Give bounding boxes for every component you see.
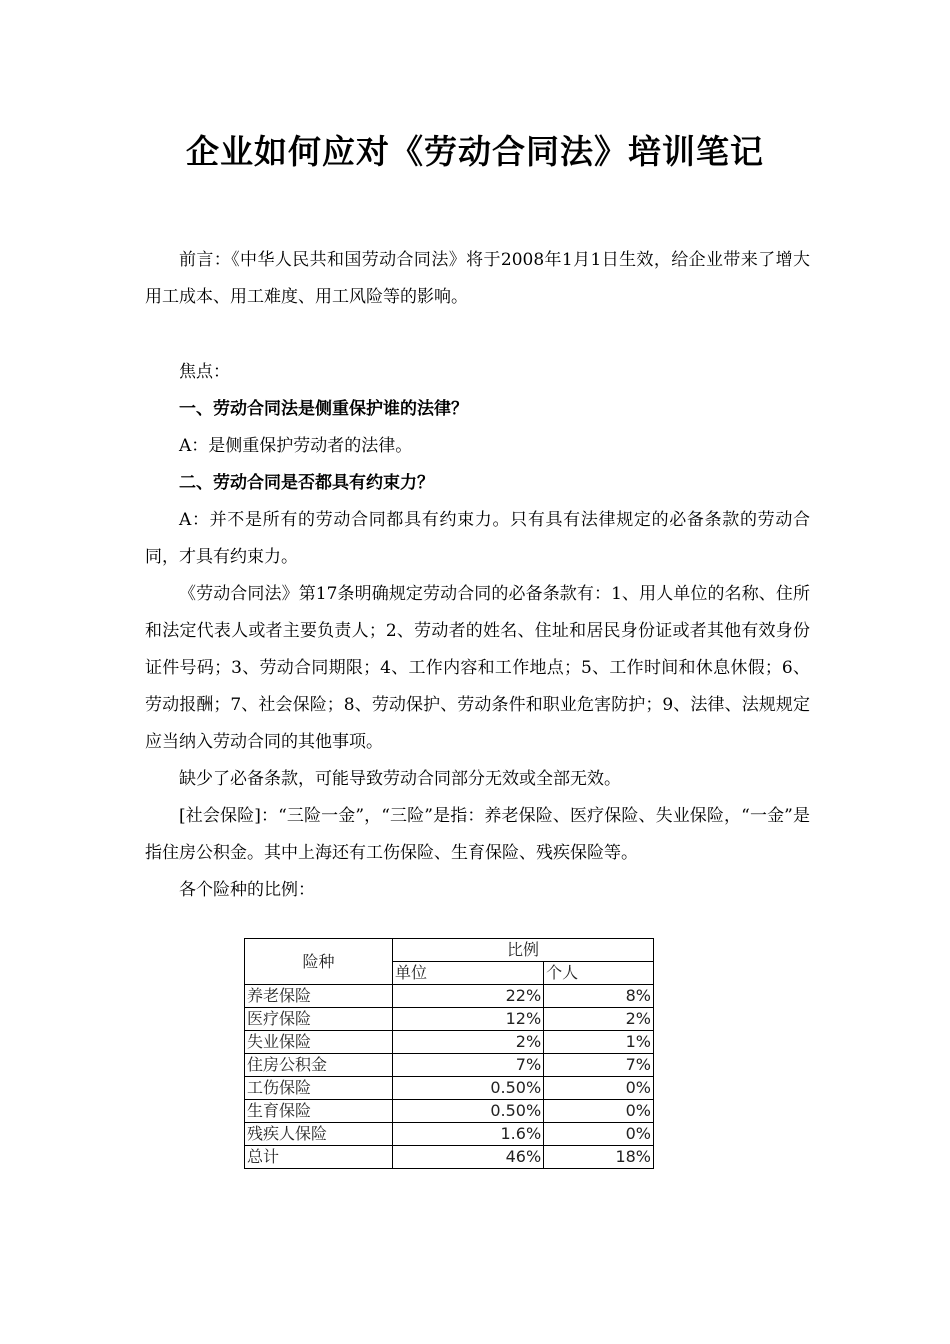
question-2-heading: 二、劳动合同是否都具有约束力？ bbox=[179, 473, 434, 493]
row-person: 1% bbox=[544, 1031, 654, 1054]
row-unit: 0.50% bbox=[393, 1077, 544, 1100]
row-unit: 0.50% bbox=[393, 1100, 544, 1123]
intro-paragraph: 前言：《中华人民共和国劳动合同法》将于2008年1月1日生效，给企业带来了增大用工成本、用工难度、用工风险等的影响。 bbox=[145, 250, 810, 307]
table-row bbox=[245, 1077, 654, 1100]
row-unit: 7% bbox=[393, 1054, 544, 1077]
row-name: 生育保险 bbox=[245, 1100, 393, 1123]
missing-clause-paragraph: 缺少了必备条款，可能导致劳动合同部分无效或全部无效。 bbox=[179, 769, 621, 789]
row-person: 7% bbox=[544, 1054, 654, 1077]
row-name: 住房公积金 bbox=[245, 1054, 393, 1077]
row-name: 失业保险 bbox=[245, 1031, 393, 1054]
social-insurance-paragraph: [社会保险]：“三险一金”，“三险”是指：养老保险、医疗保险、失业保险，“一金”是指住房公积金。其中上海还有工伤保险、生育保险、残疾保险等。 bbox=[145, 806, 810, 863]
table-row bbox=[245, 1031, 654, 1054]
row-name: 残疾人保险 bbox=[245, 1123, 393, 1146]
main-section bbox=[145, 354, 810, 909]
row-unit: 2% bbox=[393, 1031, 544, 1054]
header-kind: 险种 bbox=[245, 939, 393, 985]
row-name: 养老保险 bbox=[245, 985, 393, 1008]
question-1-heading: 一、劳动合同法是侧重保护谁的法律？ bbox=[179, 399, 468, 419]
table-row bbox=[245, 985, 654, 1008]
answer-2: A：并不是所有的劳动合同都具有约束力。只有具有法律规定的必备条款的劳动合同，才具有约束力。 bbox=[145, 510, 810, 567]
row-name: 总计 bbox=[245, 1146, 393, 1169]
row-unit: 12% bbox=[393, 1008, 544, 1031]
focus-label: 焦点： bbox=[179, 362, 230, 382]
row-person: 8% bbox=[544, 985, 654, 1008]
table-caption: 各个险种的比例： bbox=[179, 880, 315, 900]
intro-section bbox=[145, 242, 810, 316]
row-person: 0% bbox=[544, 1123, 654, 1146]
insurance-ratio-table bbox=[244, 938, 654, 1169]
header-person: 个人 bbox=[544, 962, 654, 985]
row-person: 18% bbox=[544, 1146, 654, 1169]
table-row bbox=[245, 1008, 654, 1031]
article-17-paragraph: 《劳动合同法》第17条明确规定劳动合同的必备条款有：1、用人单位的名称、住所和法定代表人或者主要负责人；2、劳动者的姓名、住址和居民身份证或者其他有效身份证件号码；3、劳动合同期限；4、工作内容和工作地点；5、工作时间和休息休假；6、劳动报酬；7、社会保险；8、劳动保护、劳动条件和职业危害防护；9、法律、法规规定应当纳入劳动合同的其他事项。 bbox=[145, 584, 810, 752]
row-person: 0% bbox=[544, 1077, 654, 1100]
row-unit: 1.6% bbox=[393, 1123, 544, 1146]
table-total-row bbox=[245, 1146, 654, 1169]
answer-1: A：是侧重保护劳动者的法律。 bbox=[179, 436, 413, 456]
row-name: 医疗保险 bbox=[245, 1008, 393, 1031]
row-person: 2% bbox=[544, 1008, 654, 1031]
table-row bbox=[245, 1054, 654, 1077]
header-unit: 单位 bbox=[393, 962, 544, 985]
header-ratio: 比例 bbox=[393, 939, 654, 962]
table-row bbox=[245, 1100, 654, 1123]
row-name: 工伤保险 bbox=[245, 1077, 393, 1100]
row-unit: 22% bbox=[393, 985, 544, 1008]
row-person: 0% bbox=[544, 1100, 654, 1123]
page-title: 企业如何应对《劳动合同法》培训笔记 bbox=[186, 132, 764, 171]
table-header-row bbox=[245, 939, 654, 962]
row-unit: 46% bbox=[393, 1146, 544, 1169]
table-row bbox=[245, 1123, 654, 1146]
